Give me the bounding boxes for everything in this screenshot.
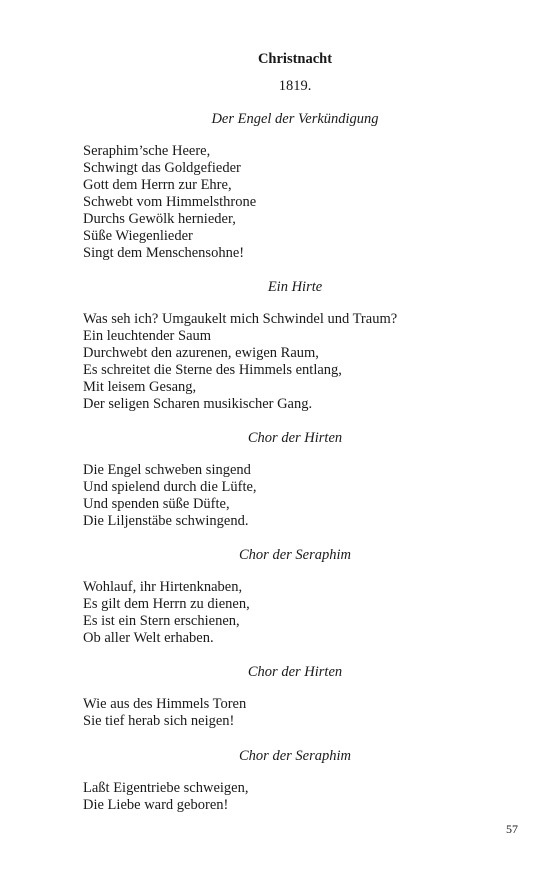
stanza <box>83 579 523 647</box>
verse-line: Es ist ein Stern erschienen, <box>83 613 240 629</box>
verse-line: Seraphim’sche Heere, <box>83 143 211 159</box>
verse-line: Es schreitet die Sterne des Himmels entlang, <box>83 362 342 378</box>
verse-line: Gott dem Herrn zur Ehre, <box>83 177 232 193</box>
verse-line: Ob aller Welt erhaben. <box>83 630 214 646</box>
verse-line: Durchwebt den azurenen, ewigen Raum, <box>83 345 319 361</box>
stanza <box>83 780 523 814</box>
stanza <box>83 311 523 413</box>
speaker-heading: Ein Hirte <box>267 279 323 295</box>
verse-line: Sie tief herab sich neigen! <box>83 713 235 729</box>
verse-line: Was seh ich? Umgaukelt mich Schwindel und Traum? <box>83 311 398 327</box>
verse-line: Wie aus des Himmels Toren <box>83 696 247 712</box>
stanza <box>83 462 523 530</box>
verse-line: Und spenden süße Düfte, <box>83 496 230 512</box>
verse-line: Mit leisem Gesang, <box>83 379 197 395</box>
verse-line: Der seligen Scharen musikischer Gang. <box>83 396 313 412</box>
verse-line: Laßt Eigentriebe schweigen, <box>83 780 249 796</box>
stanza <box>83 696 523 730</box>
verse-line: Süße Wiegenlieder <box>83 228 193 244</box>
page-number: 57 <box>506 822 518 836</box>
verse-line: Es gilt dem Herrn zu dienen, <box>83 596 250 612</box>
speaker-heading: Der Engel der Verkündigung <box>211 111 379 127</box>
verse-line: Singt dem Menschensohne! <box>83 245 245 261</box>
verse-line: Schwebt vom Himmelsthrone <box>83 194 257 210</box>
verse-line: Wohlauf, ihr Hirtenknaben, <box>83 579 243 595</box>
poem-title: Christnacht <box>257 51 333 67</box>
verse-line: Die Engel schweben singend <box>83 462 251 478</box>
verse-line: Durchs Gewölk hernieder, <box>83 211 236 227</box>
speaker-heading: Chor der Seraphim <box>239 547 351 563</box>
speaker-heading: Chor der Hirten <box>247 664 343 680</box>
verse-line: Und spielend durch die Lüfte, <box>83 479 257 495</box>
verse-line: Ein leuchtender Saum <box>83 328 212 344</box>
speaker-heading: Chor der Hirten <box>247 430 343 446</box>
verse-line: Die Liebe ward geboren! <box>83 797 229 813</box>
stanza <box>83 143 523 262</box>
verse-line: Schwingt das Goldgefieder <box>83 160 241 176</box>
speaker-heading: Chor der Seraphim <box>239 748 351 764</box>
verse-line: Die Liljenstäbe schwingend. <box>83 513 249 529</box>
poem-year: 1819. <box>278 78 312 94</box>
